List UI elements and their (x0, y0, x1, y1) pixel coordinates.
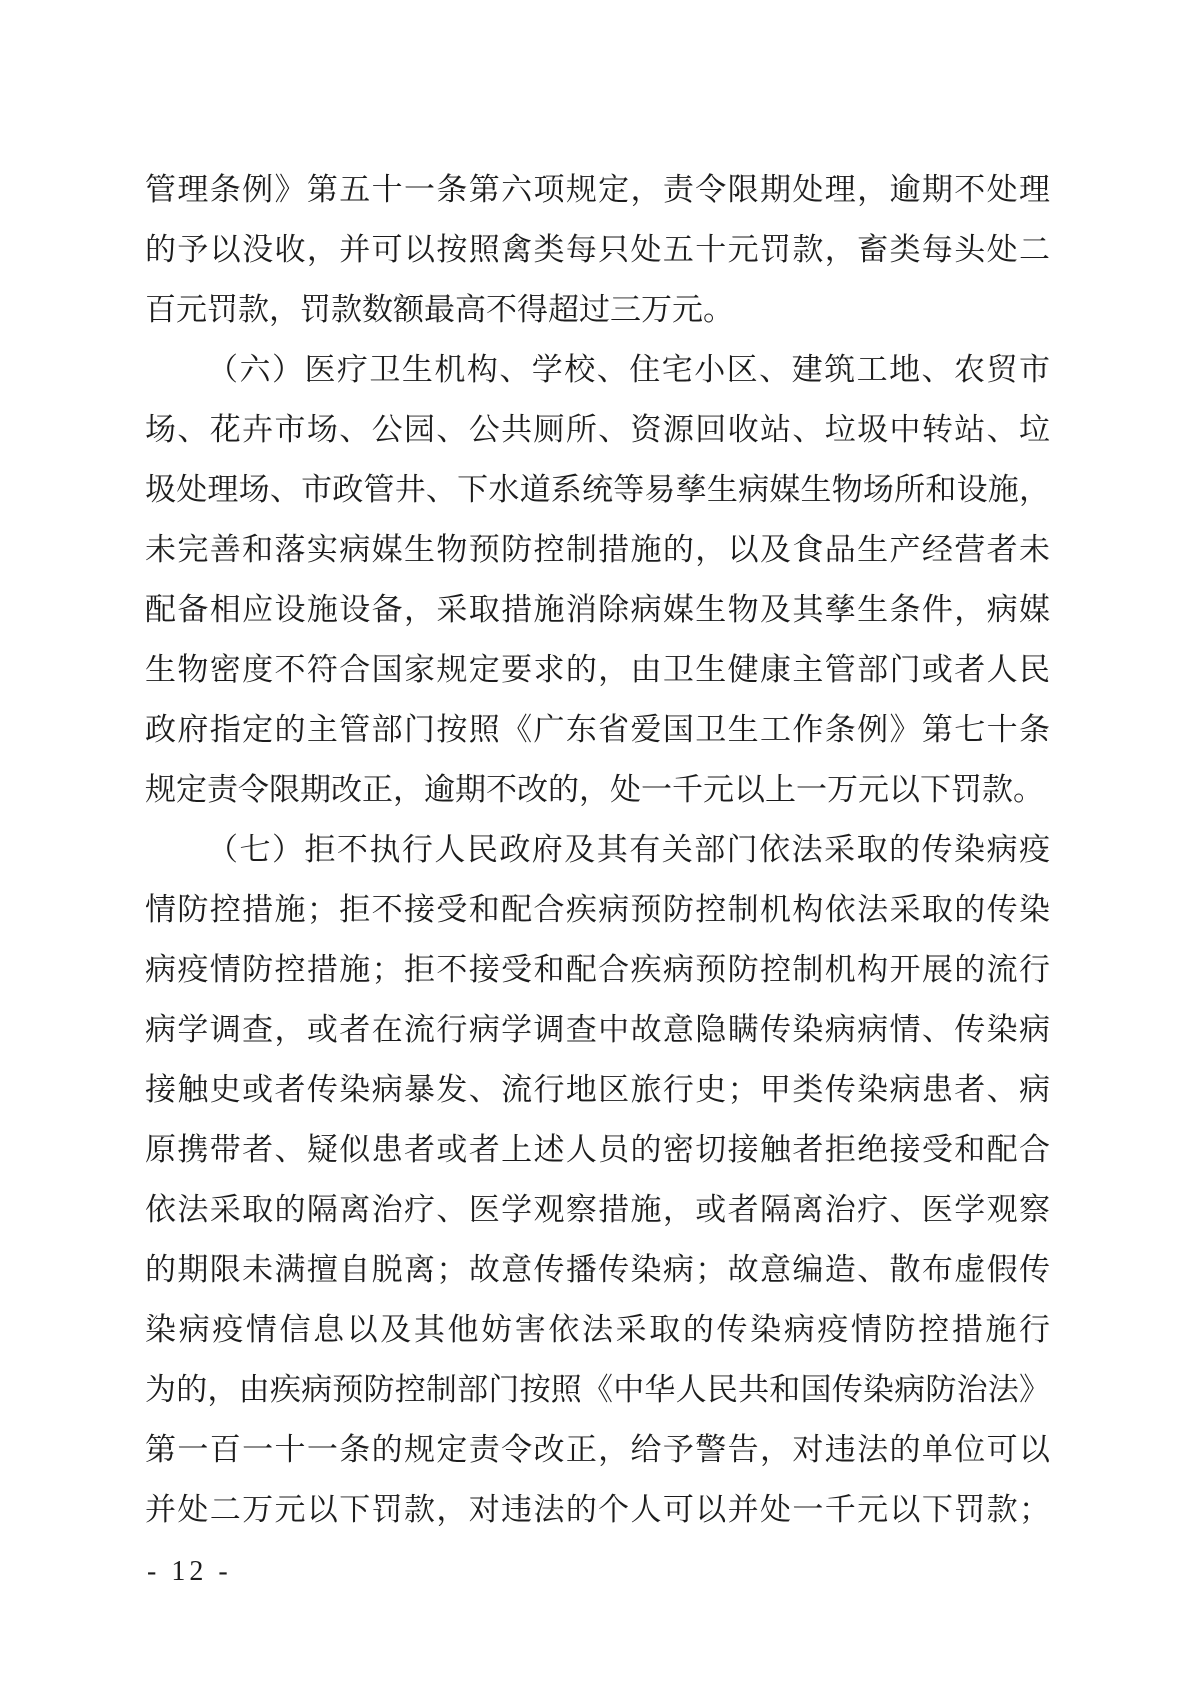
text-line: （六）医疗卫生机构、学校、住宅小区、建筑工地、农贸市 (207, 352, 1050, 387)
text-line: 原携带者、疑似患者或者上述人员的密切接触者拒绝接受和配合 (145, 1132, 1050, 1167)
text-line: 的予以没收，并可以按照禽类每只处五十元罚款，畜类每头处二 (145, 232, 1050, 267)
text-line: 第一百一十一条的规定责令改正，给予警告，对违法的单位可以 (145, 1432, 1050, 1467)
text-line: 染病疫情信息以及其他妨害依法采取的传染病疫情防控措施行 (145, 1312, 1050, 1347)
text-line: 并处二万元以下罚款，对违法的个人可以并处一千元以下罚款； (145, 1492, 1050, 1527)
text-line: 情防控措施；拒不接受和配合疾病预防控制机构依法采取的传染 (145, 892, 1050, 927)
text-line: 病学调查，或者在流行病学调查中故意隐瞒传染病病情、传染病 (145, 1012, 1050, 1047)
text-line: 生物密度不符合国家规定要求的，由卫生健康主管部门或者人民 (145, 652, 1050, 687)
text-line: 接触史或者传染病暴发、流行地区旅行史；甲类传染病患者、病 (145, 1072, 1050, 1107)
text-line: 百元罚款，罚款数额最高不得超过三万元。 (145, 292, 734, 327)
text-line: 为的，由疾病预防控制部门按照《中华人民共和国传染病防治法》 (145, 1372, 1050, 1407)
text-line: 病疫情防控措施；拒不接受和配合疾病预防控制机构开展的流行 (145, 952, 1050, 987)
text-line: 的期限未满擅自脱离；故意传播传染病；故意编造、散布虚假传 (145, 1252, 1050, 1287)
page-number: - 12 - (147, 1556, 232, 1587)
document-body (145, 160, 1050, 1540)
text-line: 场、花卉市场、公园、公共厕所、资源回收站、垃圾中转站、垃 (145, 412, 1050, 447)
text-line: 依法采取的隔离治疗、医学观察措施，或者隔离治疗、医学观察 (145, 1192, 1050, 1227)
text-line: （七）拒不执行人民政府及其有关部门依法采取的传染病疫 (207, 832, 1050, 867)
text-line: 圾处理场、市政管井、下水道系统等易孳生病媒生物场所和设施， (145, 472, 1050, 507)
text-line: 管理条例》第五十一条第六项规定，责令限期处理，逾期不处理 (145, 172, 1050, 207)
text-line: 未完善和落实病媒生物预防控制措施的，以及食品生产经营者未 (145, 532, 1050, 567)
text-line: 规定责令限期改正，逾期不改的，处一千元以上一万元以下罚款。 (145, 772, 1044, 807)
text-line: 政府指定的主管部门按照《广东省爱国卫生工作条例》第七十条 (145, 712, 1050, 747)
text-line: 配备相应设施设备，采取措施消除病媒生物及其孳生条件，病媒 (145, 592, 1050, 627)
